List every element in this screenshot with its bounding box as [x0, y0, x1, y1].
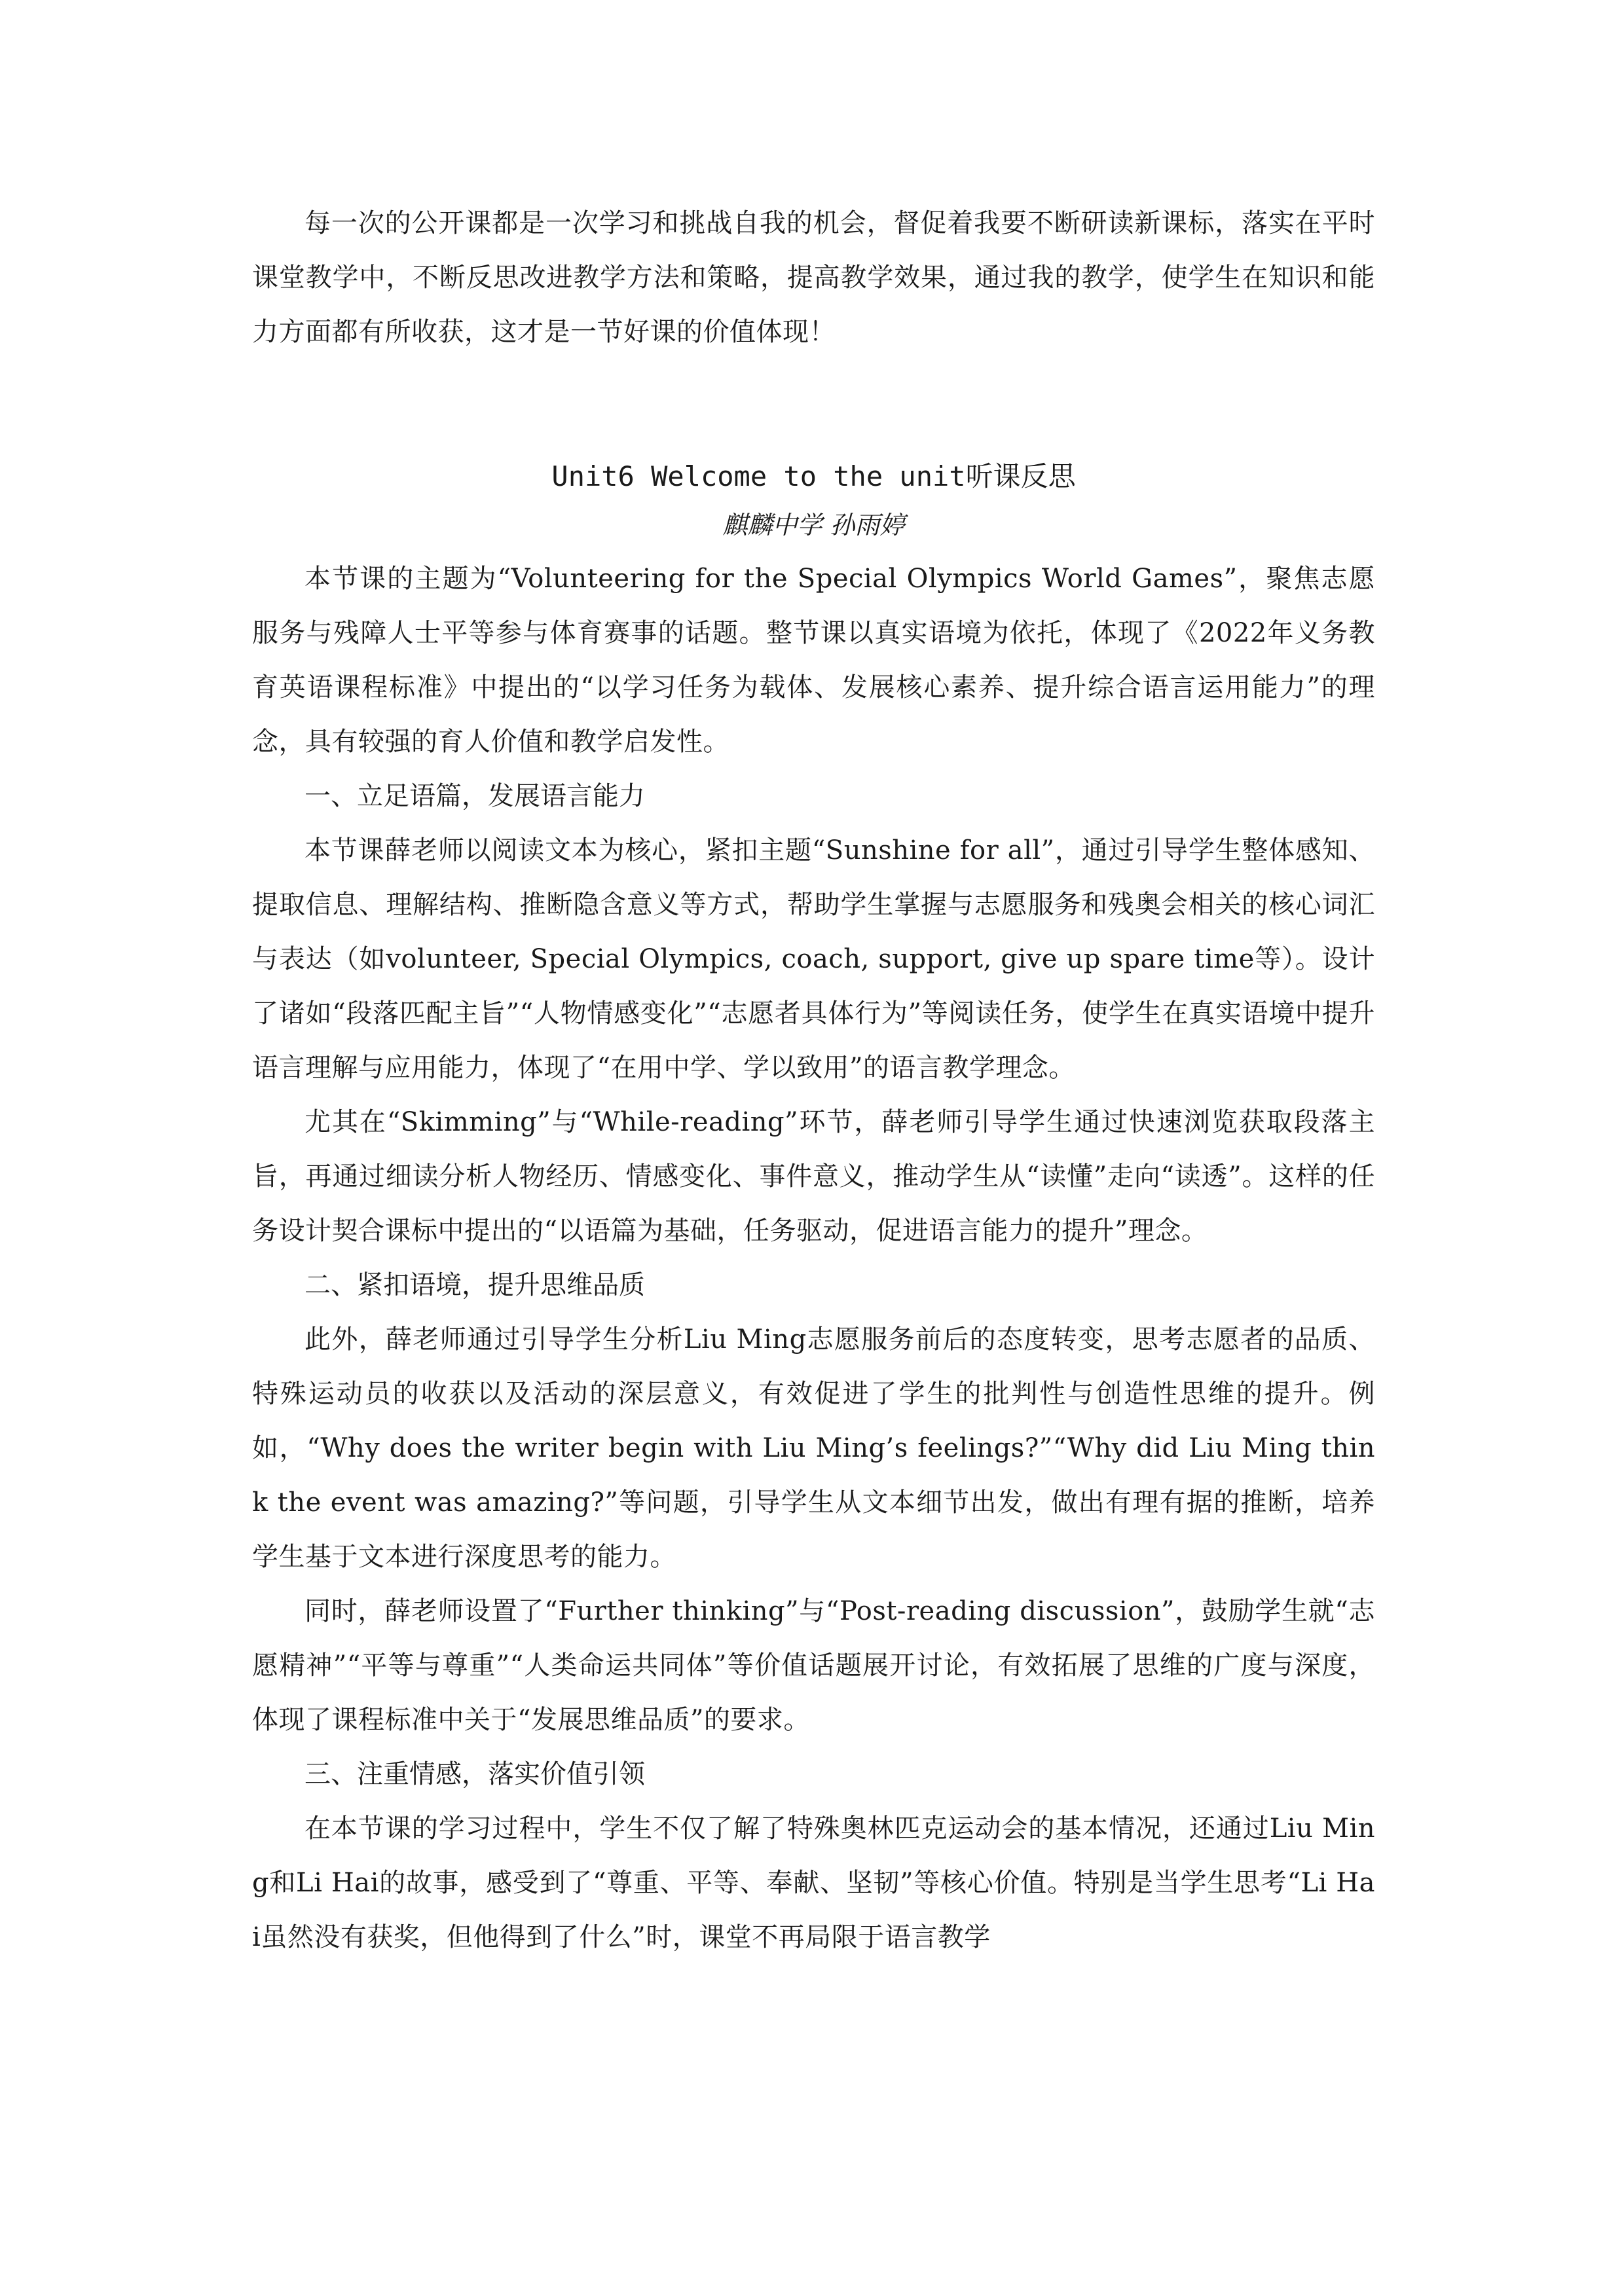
- section-heading-3: 三、注重情感，落实价值引领: [304, 1759, 645, 1789]
- article-header: [252, 451, 1375, 548]
- document-page: [252, 196, 1375, 1965]
- intro-paragraph: 每一次的公开课都是一次学习和挑战自我的机会，督促着我要不断研读新课标，落实在平时课堂教学中，不断反思改进教学方法和策略，提高教学效果，通过我的教学，使学生在知识和能力方面都有所收获，这才是一节好课的价值体现！: [252, 208, 1375, 347]
- section-heading-1: 一、立足语篇，发展语言能力: [304, 781, 645, 811]
- article-title-cn: 听课反思: [965, 460, 1076, 492]
- body-paragraph-1: 本节课的主题为“Volunteering for the Special Olympics World Games”，聚焦志愿服务与残障人士平等参与体育赛事的话题。整节课以真实语境为依托，体现了《2022年义务教育英语课程标准》中提出的“以学习任务为载体、发展核心素养、提升综合语言运用能力”的理念，具有较强的育人价值和教学启发性。: [252, 564, 1375, 757]
- body-paragraph-6: 在本节课的学习过程中，学生不仅了解了特殊奥林匹克运动会的基本情况，还通过Liu Ming和Li Hai的故事，感受到了“尊重、平等、奉献、坚韧”等核心价值。特别是当学生思考“Li Hai虽然没有获奖，但他得到了什么”时，课堂不再局限于语言教学: [252, 1813, 1375, 1952]
- body-paragraph-4: 此外，薛老师通过引导学生分析Liu Ming志愿服务前后的态度转变，思考志愿者的品质、特殊运动员的收获以及活动的深层意义，有效促进了学生的批判性与创造性思维的提升。例如，“Why does the writer begin with Liu Ming’s feelings?”“Why did Liu Ming think the event was amazing?”等问题，引导学生从文本细节出发，做出有理有据的推断，培养学生基于文本进行深度思考的能力。: [252, 1324, 1375, 1572]
- article-title: [252, 451, 1375, 502]
- section-heading-2: 二、紧扣语境，提升思维品质: [304, 1270, 645, 1300]
- body-paragraph-5: 同时，薛老师设置了“Further thinking”与“Post-reading discussion”，鼓励学生就“志愿精神”“平等与尊重”“人类命运共同体”等价值话题展开讨论，有效拓展了思维的广度与深度，体现了课程标准中关于“发展思维品质”的要求。: [252, 1596, 1375, 1735]
- article-title-en: Unit6 Welcome to the unit: [551, 460, 966, 492]
- body-paragraph-3: 尤其在“Skimming”与“While-reading”环节，薛老师引导学生通过快速浏览获取段落主旨，再通过细读分析人物经历、情感变化、事件意义，推动学生从“读懂”走向“读透”。这样的任务设计契合课标中提出的“以语篇为基础，任务驱动，促进语言能力的提升”理念。: [252, 1107, 1375, 1246]
- body-paragraph-2: 本节课薛老师以阅读文本为核心，紧扣主题“Sunshine for all”，通过引导学生整体感知、提取信息、理解结构、推断隐含意义等方式，帮助学生掌握与志愿服务和残奥会相关的核心词汇与表达（如volunteer, Special Olympics, coach, support, give up spare time等）。设计了诸如“段落匹配主旨”“人物情感变化”“志愿者具体行为”等阅读任务，使学生在真实语境中提升语言理解与应用能力，体现了“在用中学、学以致用”的语言教学理念。: [252, 835, 1375, 1083]
- article-author: 麒麟中学 孙雨婷: [722, 511, 905, 539]
